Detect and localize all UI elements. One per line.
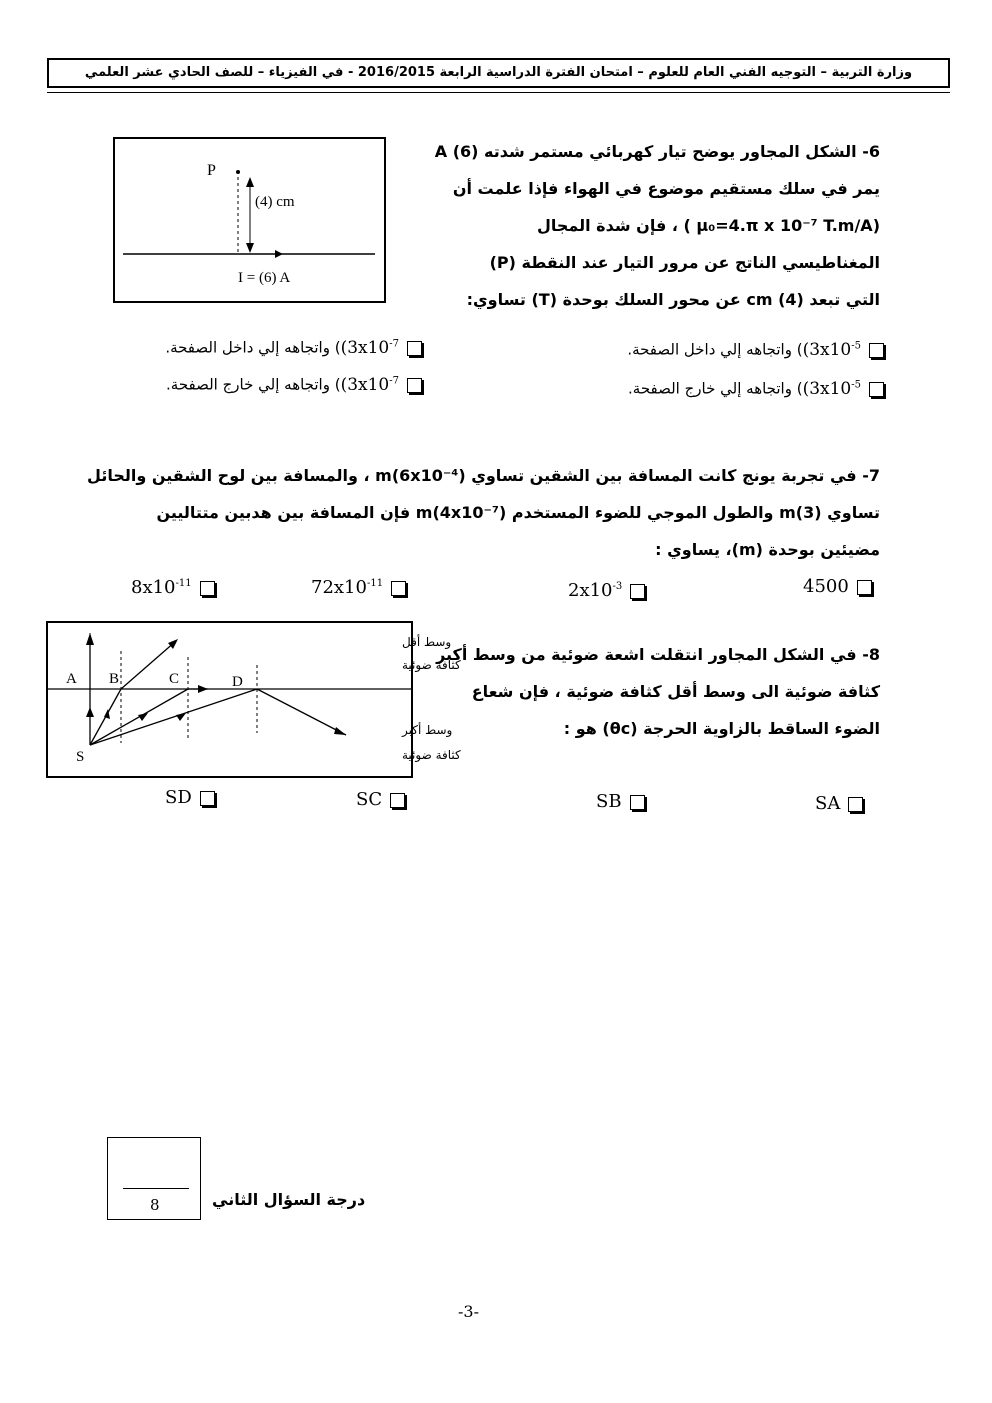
q8-text [430, 636, 880, 747]
checkbox-icon[interactable] [630, 795, 645, 810]
q7-text [60, 457, 880, 568]
ray-sc-arrow-2 [138, 713, 148, 721]
upper-medium-line2: كثافة ضوئية [402, 658, 461, 672]
q6-option-1[interactable]: $(3x10^{-5})$ واتجاهه إلي داخل الصفحة. [627, 331, 884, 361]
q7-line-3: مضيئين بوحدة (m)، يساوي : [655, 540, 880, 559]
page-header [47, 58, 950, 88]
q7-option-4[interactable]: $8x10^{-11}$ [131, 569, 215, 599]
q8-option-sa[interactable]: SA [815, 789, 863, 819]
q6-text [420, 133, 880, 318]
q6-line-3: (μ₀=4.π x 10⁻⁷ T.m/A ) ، فإن شدة المجال [536, 216, 880, 235]
label-a: A [66, 671, 77, 687]
header-rule [47, 92, 950, 93]
label-d: D [232, 674, 243, 690]
ray-sa-arrow-2 [86, 707, 94, 717]
checkbox-icon[interactable] [407, 341, 422, 356]
ray-sa-arrow [86, 633, 94, 645]
label-s: S [76, 749, 85, 765]
q7-option-1[interactable]: 4500 [803, 572, 872, 602]
distance-label: (4) cm [255, 194, 295, 210]
q6-line-5: التي تبعد cm (4) عن محور السلك بوحدة (T) تساوي: [466, 290, 880, 309]
checkbox-icon[interactable] [630, 584, 645, 599]
q7-option-2[interactable]: $2x10^{-3}$ [568, 572, 645, 602]
lower-medium-line2: كثافة ضوئية [402, 748, 461, 762]
grade-value: 8 [150, 1196, 160, 1214]
q6-figure [113, 137, 386, 303]
q8-line-1: 8- في الشكل المجاور انتقلت اشعة ضوئية من وسط أكبر [436, 645, 880, 664]
q8-option-sb[interactable]: SB [596, 787, 645, 817]
distance-arrow-head-down [246, 243, 254, 253]
ray-sd-arrow-2 [176, 713, 186, 721]
ray-sd-reflected [257, 689, 346, 735]
q8-option-sd[interactable]: SD [165, 783, 215, 813]
q8-line-3: الضوء الساقط بالزاوية الحرجة (θc) هو : [563, 719, 880, 738]
checkbox-icon[interactable] [848, 797, 863, 812]
grade-label: درجة السؤال الثاني [212, 1190, 366, 1209]
wire-diagram [113, 137, 386, 303]
checkbox-icon[interactable] [407, 378, 422, 393]
grade-divider [123, 1188, 189, 1189]
current-label: I = (6) A [238, 270, 291, 286]
ray-sb-refracted [121, 641, 176, 689]
q8-figure-frame [47, 622, 412, 777]
ray-sc-arrow [198, 685, 208, 693]
ray-sd-arrow [334, 727, 346, 735]
q8-option-sc[interactable]: SC [356, 785, 405, 815]
checkbox-icon[interactable] [200, 791, 215, 806]
point-p-dot [236, 170, 240, 174]
point-p-label: P [207, 162, 216, 179]
checkbox-icon[interactable] [200, 581, 215, 596]
q6-line-4: المغناطيسي الناتج عن مرور التيار عند النقطة (P) [489, 253, 880, 272]
current-arrow [275, 250, 283, 258]
label-c: C [169, 671, 180, 687]
page-number: -3- [458, 1302, 479, 1321]
header-title: وزارة التربية – التوجيه الفني العام للعلوم – امتحان الفترة الدراسية الرابعة 2016/2015 - في الفيزياء – للصف الحادي عشر العلمي [84, 65, 913, 80]
checkbox-icon[interactable] [390, 793, 405, 808]
q7-line-2: تساوي m(3) والطول الموجي للضوء المستخدم m(4x10⁻⁷) فإن المسافة بين هدبين متتاليين [156, 503, 880, 522]
q6-line-1: 6- الشكل المجاور يوضح تيار كهربائي مستمر شدته A (6) [434, 142, 880, 161]
q6-line-2: يمر في سلك مستقيم موضوع في الهواء فإذا علمت أن [452, 179, 880, 198]
upper-medium-line1: وسط أقل [402, 635, 452, 649]
q6-option-3[interactable]: $(3x10^{-5})$ واتجاهه إلي خارج الصفحة. [628, 370, 884, 400]
q6-option-4[interactable]: $(3x10^{-7})$ واتجاهه إلي خارج الصفحة. [166, 366, 422, 396]
checkbox-icon[interactable] [857, 580, 872, 595]
checkbox-icon[interactable] [869, 343, 884, 358]
refraction-diagram [46, 621, 461, 778]
lower-medium-line1: وسط أكبر [402, 723, 453, 737]
checkbox-icon[interactable] [391, 581, 406, 596]
q6-option-2[interactable]: $(3x10^{-7})$ واتجاهه إلي داخل الصفحة. [165, 329, 422, 359]
q7-line-1: 7- في تجربة يونج كانت المسافة بين الشقين تساوي (6x10⁻⁴)m ، والمسافة بين لوح الشقين والحائل [87, 466, 880, 485]
label-b: B [109, 671, 120, 687]
q8-line-2: كثافة ضوئية الى وسط أقل كثافة ضوئية ، فإن شعاع [471, 682, 880, 701]
checkbox-icon[interactable] [869, 382, 884, 397]
distance-arrow-head-up [246, 177, 254, 187]
q7-option-3[interactable]: $72x10^{-11}$ [311, 569, 406, 599]
q8-figure [46, 621, 461, 778]
